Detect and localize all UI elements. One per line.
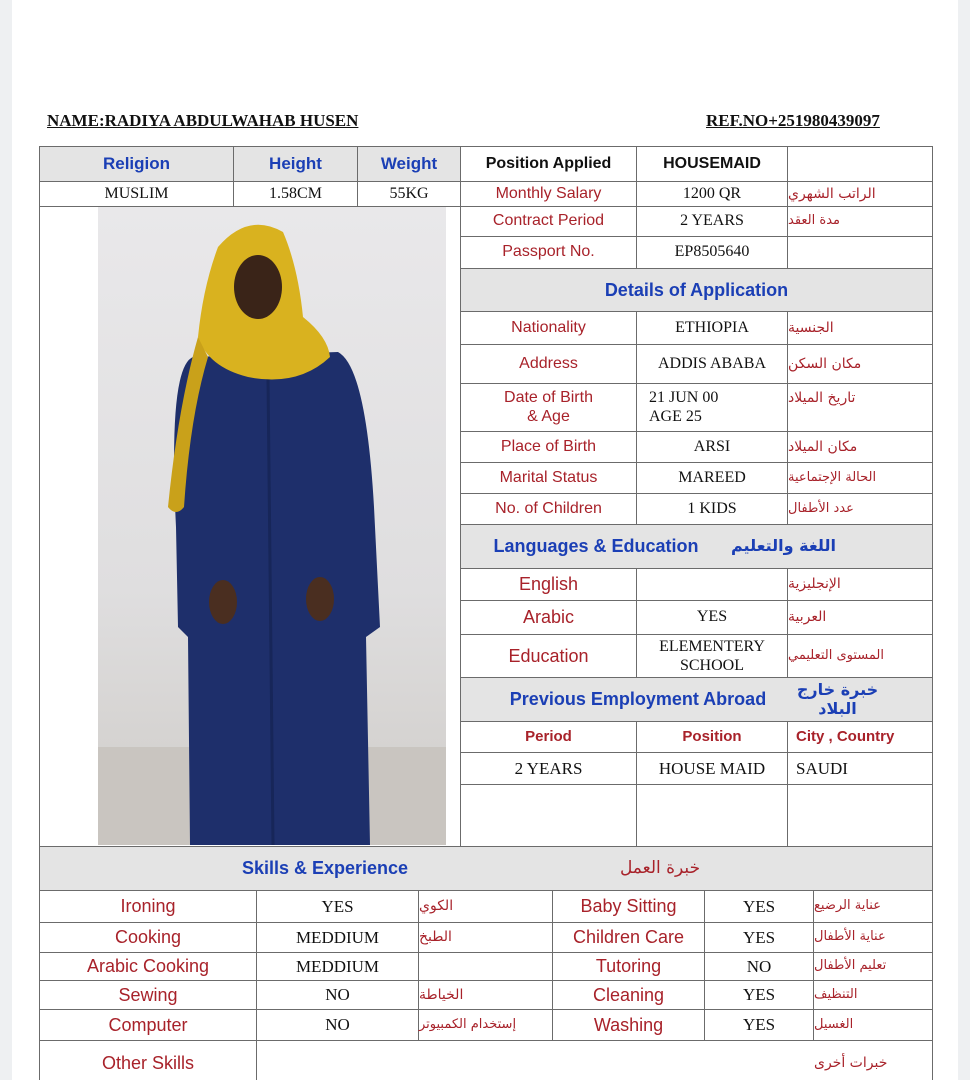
- candidate-photo: [98, 207, 446, 845]
- page-right-edge: [958, 0, 970, 1080]
- grid-line: [460, 784, 933, 785]
- employment-title: Previous Employment Abroad: [509, 689, 767, 710]
- skill-computer-label: Computer: [108, 1014, 188, 1035]
- skill-cleaning-ar: التنظيف: [814, 986, 858, 1002]
- position-label: Position Applied: [485, 154, 612, 172]
- candidate-name: NAME:RADIYA ABDULWAHAB HUSEN: [47, 111, 359, 130]
- details-title: Details of Application: [604, 279, 789, 300]
- children-label: No. of Children: [495, 499, 602, 517]
- english-label-ar: الإنجليزية: [788, 576, 841, 593]
- skill-children-care-ar: عناية الأطفال: [814, 929, 886, 945]
- skill-cooking-value: MEDDIUM: [295, 927, 380, 947]
- english-label: English: [518, 574, 579, 595]
- employment-country-value: SAUDI: [796, 758, 848, 778]
- nationality-label-ar: الجنسية: [788, 319, 834, 336]
- skill-baby-sitting-ar: عناية الرضيع: [814, 898, 881, 914]
- skill-sewing-value: NO: [325, 985, 350, 1005]
- nationality-value: ETHIOPIA: [675, 318, 749, 336]
- skill-ironing-value: YES: [321, 896, 354, 916]
- marital-status-label-ar: الحالة الإجتماعية: [788, 469, 877, 485]
- contract-period-value: 2 YEARS: [680, 212, 744, 230]
- skill-arabic-cooking-value: MEDDIUM: [295, 956, 380, 976]
- skills-title-ar: خبرة العمل: [619, 857, 701, 878]
- height-label: Height: [269, 154, 322, 174]
- passport-value: EP8505640: [674, 243, 750, 261]
- skill-washing-label: Washing: [593, 1014, 664, 1035]
- skill-cooking-label: Cooking: [114, 927, 182, 948]
- education-label: Education: [508, 645, 589, 666]
- dob-age-label: Date of Birth & Age: [504, 389, 593, 425]
- contract-period-label-ar: مدة العقد: [788, 213, 840, 229]
- skill-sewing-label: Sewing: [118, 984, 178, 1005]
- salary-label-ar: الراتب الشهري: [788, 185, 876, 202]
- dob-age-value: 21 JUN 00 AGE 25: [649, 389, 719, 425]
- page-left-edge: [0, 0, 12, 1080]
- skill-children-care-label: Children Care: [572, 927, 685, 948]
- skill-cleaning-label: Cleaning: [592, 984, 665, 1005]
- skill-tutoring-value: NO: [746, 956, 772, 976]
- birthplace-value: ARSI: [693, 437, 731, 455]
- birthplace-label-ar: مكان الميلاد: [788, 438, 858, 455]
- skills-title: Skills & Experience: [241, 858, 409, 879]
- other-skills-ar: خبرات أخرى: [814, 1055, 888, 1072]
- weight-value: 55KG: [389, 184, 429, 202]
- height-value: 1.58CM: [269, 184, 322, 202]
- languages-title: Languages & Education: [493, 536, 699, 557]
- skill-computer-value: NO: [325, 1015, 350, 1035]
- nationality-label: Nationality: [511, 318, 586, 336]
- employment-period-label: Period: [525, 728, 572, 746]
- other-skills-label: Other Skills: [101, 1053, 195, 1074]
- skill-cleaning-value: YES: [742, 985, 776, 1005]
- reference-number: REF.NO+251980439097: [706, 111, 880, 130]
- employment-period-value: 2 YEARS: [514, 758, 583, 778]
- skill-computer-ar: إستخدام الكمبيوتر: [419, 1016, 517, 1032]
- address-label: Address: [519, 354, 578, 372]
- marital-status-value: MAREED: [678, 468, 746, 486]
- skill-sewing-ar: الخياطة: [419, 986, 464, 1003]
- employment-title-ar: خبرة خارج البلاد: [796, 680, 879, 718]
- children-value: 1 KIDS: [687, 499, 737, 517]
- skill-tutoring-ar: تعليم الأطفال: [814, 958, 887, 974]
- religion-value: MUSLIM: [104, 184, 169, 202]
- children-label-ar: عدد الأطفال: [788, 500, 854, 516]
- skill-baby-sitting-label: Baby Sitting: [580, 896, 677, 917]
- arabic-label: Arabic: [522, 607, 575, 628]
- arabic-value: YES: [696, 608, 728, 626]
- skill-baby-sitting-value: YES: [742, 896, 776, 916]
- english-value: [637, 569, 787, 600]
- salary-value: 1200 QR: [682, 184, 742, 202]
- education-value: ELEMENTERY SCHOOL: [659, 637, 765, 674]
- grid-line: [932, 146, 933, 1080]
- birthplace-label: Place of Birth: [500, 437, 597, 455]
- skill-cooking-ar: الطبخ: [419, 929, 452, 946]
- skill-ironing-label: Ironing: [120, 896, 176, 917]
- skill-washing-ar: الغسيل: [814, 1016, 854, 1032]
- arabic-label-ar: العربية: [788, 609, 827, 626]
- address-label-ar: مكان السكن: [788, 355, 862, 372]
- languages-title-ar: اللغة والتعليم: [731, 536, 836, 556]
- candidate-photo-illustration: [98, 207, 446, 845]
- position-value: HOUSEMAID: [663, 154, 761, 172]
- skill-arabic-cooking-label: Arabic Cooking: [86, 956, 210, 977]
- skill-ironing-ar: الكوي: [419, 898, 454, 915]
- religion-label: Religion: [102, 154, 171, 174]
- grid-line: [39, 206, 461, 207]
- address-value: ADDIS ABABA: [657, 354, 766, 372]
- education-label-ar: المستوى التعليمي: [788, 647, 884, 663]
- passport-label: Passport No.: [502, 243, 595, 261]
- employment-country-label: City , Country: [796, 728, 895, 746]
- skill-washing-value: YES: [742, 1015, 776, 1035]
- employment-position-label: Position: [682, 728, 742, 746]
- dob-label-ar: تاريخ الميلاد: [788, 389, 856, 406]
- weight-label: Weight: [380, 154, 438, 174]
- salary-label: Monthly Salary: [495, 184, 602, 202]
- employment-position-value: HOUSE MAID: [658, 758, 766, 778]
- marital-status-label: Marital Status: [499, 468, 598, 486]
- skill-children-care-value: YES: [742, 927, 776, 947]
- contract-period-label: Contract Period: [492, 212, 605, 230]
- skill-tutoring-label: Tutoring: [595, 956, 662, 977]
